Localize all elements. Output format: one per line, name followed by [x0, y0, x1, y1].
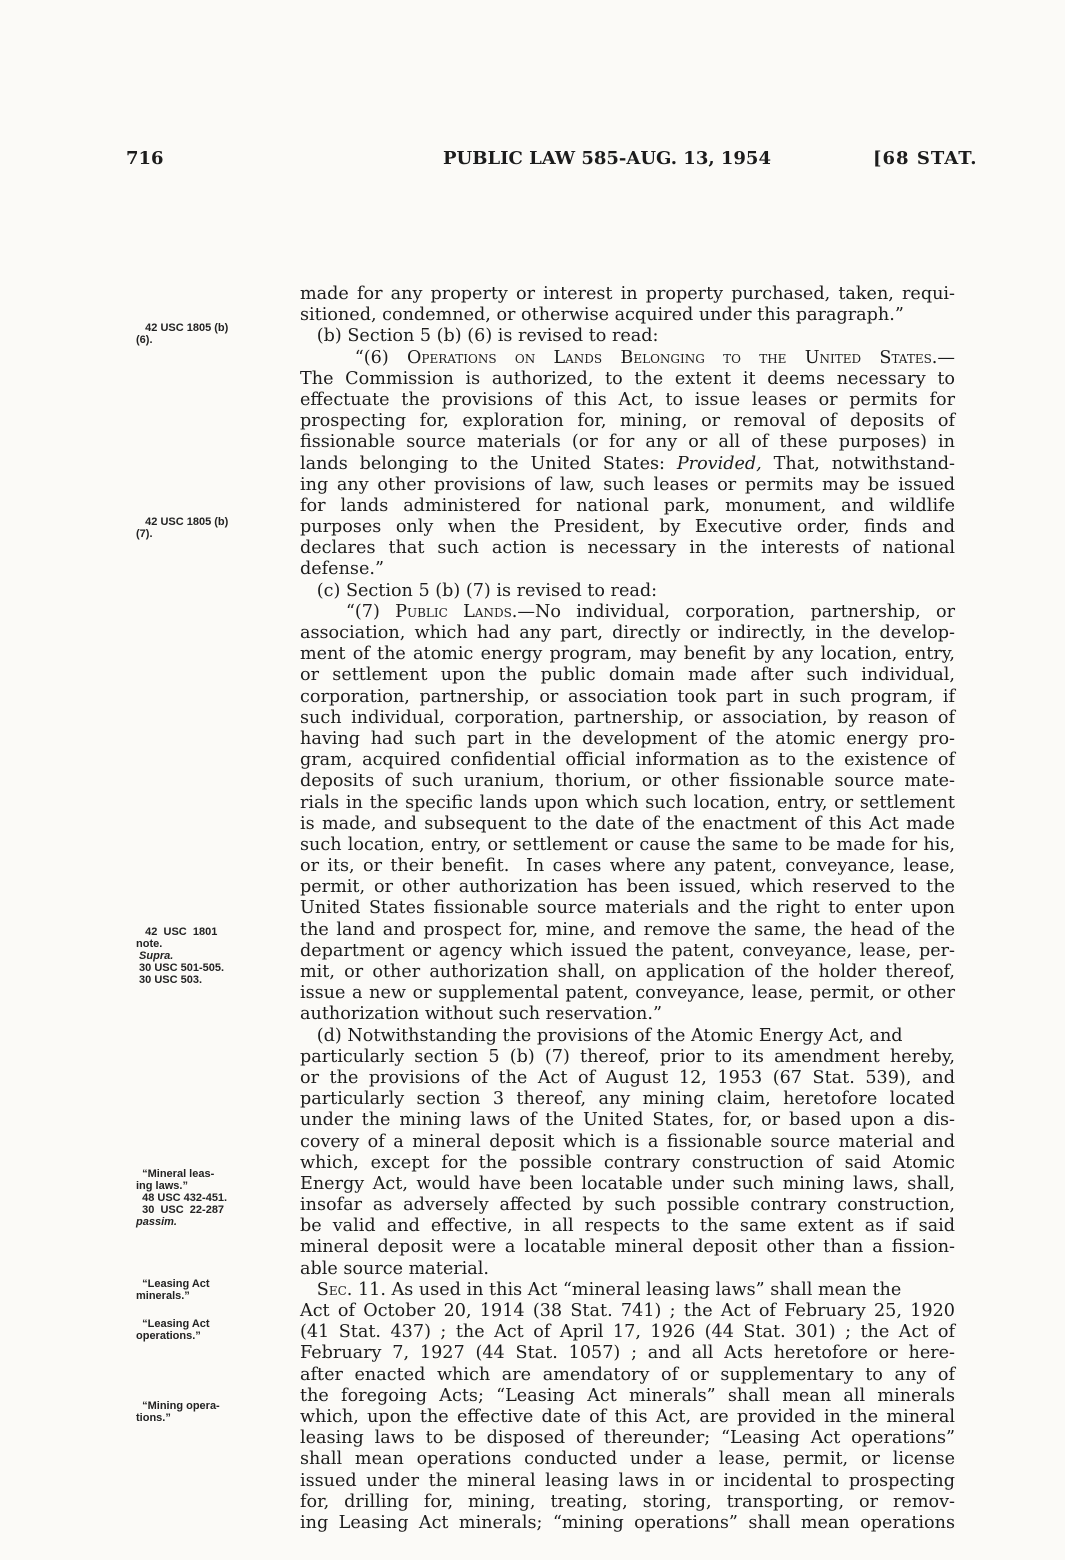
text-segment: such individual, corporation, partnership, or association, by reason of [300, 707, 955, 728]
margin-note-line: ing laws.” [136, 1180, 188, 1192]
text-segment: ing any other provisions of law, such leases or permits may be issued [300, 474, 955, 495]
text-line [300, 750, 955, 771]
text-segment: “(7) [300, 601, 396, 622]
margin-note-line: passim. [136, 1216, 177, 1228]
text-segment: (b) Section 5 (b) (6) is revised to read: [300, 326, 659, 347]
text-segment: under the mining laws of the United States, for, or based upon a dis- [300, 1110, 955, 1131]
text-segment: corporation, partnership, or association took part in such program, if [300, 686, 955, 707]
text-line [300, 602, 955, 623]
text-segment: authorization without such reservation.” [300, 1004, 662, 1025]
margin-note-line: 42 USC 1801 [136, 926, 218, 938]
text-line [300, 856, 955, 877]
margin-note-line: Supra. [136, 950, 174, 962]
text-line [300, 1004, 955, 1025]
text-segment: deposits of such uranium, thorium, or other fissionable source mate- [300, 771, 955, 792]
text-segment: ment of the atomic energy program, may benefit by any location, entry, [300, 644, 955, 665]
text-segment: is made, and subsequent to the date of the enactment of this Act made [300, 813, 955, 834]
text-line [300, 623, 955, 644]
text-line [300, 665, 955, 686]
text-line [300, 687, 955, 708]
margin-note [136, 1318, 291, 1342]
text-line [300, 581, 955, 602]
text-segment: particularly section 5 (b) (7) thereof, prior to its amendment hereby, [300, 1046, 955, 1067]
text-segment: (41 Stat. 437) ; the Act of April 17, 1926 (44 Stat. 301) ; the Act of [300, 1322, 955, 1343]
text-segment: February 7, 1927 (44 Stat. 1057) ; and all Acts heretofore or here- [300, 1343, 955, 1364]
margin-note-line: “Leasing Act [136, 1318, 210, 1330]
text-segment: sitioned, condemned, or otherwise acquired under this paragraph.” [300, 305, 904, 326]
text-segment: covery of a mineral deposit which is a fissionable source material and [300, 1131, 955, 1152]
text-segment: 11. As used in this Act “mineral leasing laws” shall mean the [352, 1279, 902, 1300]
text-segment: lands belonging to the United States: [300, 453, 677, 474]
text-line [300, 920, 955, 941]
text-segment: — [937, 347, 955, 368]
text-line [300, 1174, 955, 1195]
margin-note-line: 30 USC 503. [136, 974, 203, 986]
text-line [300, 475, 955, 496]
text-line [300, 1153, 955, 1174]
text-segment: particularly section 3 thereof, any mining claim, heretofore located [300, 1089, 955, 1110]
margin-note-line: minerals.” [136, 1290, 190, 1302]
text-line [300, 517, 955, 538]
margin-note-line: 42 USC 1805 (b) [136, 516, 229, 528]
text-segment: or the provisions of the Act of August 12, 1953 (67 Stat. 539), and [300, 1067, 955, 1088]
text-line [300, 1449, 955, 1470]
margin-note-line: 30 USC 501-505. [136, 962, 225, 974]
text-segment: association, which had any part, directly or indirectly, in the develop- [300, 623, 955, 643]
text-line [300, 284, 955, 305]
text-line [300, 305, 955, 326]
text-line [300, 1322, 955, 1343]
text-segment: declares that such action is necessary in the interests of national [300, 538, 955, 559]
text-segment: gram, acquired confidential official information as to the existence of [300, 750, 955, 771]
small-caps-heading: Sec. [316, 1279, 353, 1300]
text-line [300, 644, 955, 665]
text-segment: effectuate the provisions of this Act, to issue leases or permits for [300, 389, 955, 410]
text-segment: That, notwithstand- [761, 453, 955, 474]
italic-text: Provided, [676, 453, 762, 474]
text-line [300, 348, 955, 369]
text-line [300, 369, 955, 390]
margin-note-line: “Mining opera- [136, 1400, 220, 1412]
margin-note-line: “Leasing Act [136, 1278, 210, 1290]
text-line [300, 326, 955, 347]
text-segment: “(6) [300, 347, 407, 368]
text-line [300, 877, 955, 898]
statute-reference: [68 STAT. [873, 148, 978, 169]
margin-note [136, 1278, 291, 1302]
text-line [300, 1047, 955, 1068]
text-line [300, 835, 955, 856]
text-segment: for, drilling for, mining, treating, storing, transporting, or remov- [300, 1491, 955, 1512]
text-segment: purposes only when the President, by Executive order, finds and [300, 517, 955, 538]
text-segment: Act of October 20, 1914 (38 Stat. 741) ; the Act of February 25, 1920 [300, 1301, 955, 1321]
text-segment: the foregoing Acts; “Leasing Act minerals” shall mean all minerals [300, 1385, 955, 1406]
margin-note [136, 1168, 291, 1228]
margin-note-line: (6). [136, 334, 153, 346]
text-segment: issue a new or supplemental patent, conveyance, lease, permit, or other [300, 983, 955, 1004]
text-segment: department or agency which issued the patent, conveyance, lease, per- [300, 940, 955, 961]
text-segment [300, 1280, 317, 1300]
small-caps-heading: Operations on Lands Belonging to the United States. [406, 347, 938, 368]
text-line [300, 1365, 955, 1386]
text-segment: able source material. [300, 1258, 490, 1279]
margin-note-line: note. [136, 938, 163, 950]
text-segment: mineral deposit were a locatable mineral deposit other than a fission- [300, 1237, 955, 1258]
margin-note [136, 516, 291, 540]
text-line [300, 814, 955, 835]
text-line [300, 771, 955, 792]
text-line [300, 538, 955, 559]
text-line [300, 793, 955, 814]
text-line [300, 1068, 955, 1089]
text-line [300, 1259, 955, 1280]
margin-note [136, 926, 291, 986]
text-line [300, 729, 955, 750]
text-segment: Energy Act, would have been locatable under such mining laws, shall, [300, 1173, 955, 1194]
text-line [300, 1407, 955, 1428]
text-line [300, 432, 955, 453]
text-segment: leasing laws to be disposed of thereunder; “Leasing Act operations” [300, 1428, 955, 1449]
text-line [300, 1428, 955, 1449]
text-line [300, 454, 955, 475]
text-segment: or settlement upon the public domain made after such individual, [300, 665, 955, 686]
text-segment: (d) Notwithstanding the provisions of the Atomic Energy Act, and [300, 1025, 903, 1046]
text-segment: United States fissionable source materials and the right to enter upon [300, 898, 955, 919]
text-segment: defense.” [300, 559, 384, 580]
text-line [300, 1301, 955, 1322]
margin-note-line: “Mineral leas- [136, 1168, 215, 1180]
text-line [300, 708, 955, 729]
margin-note-line: (7). [136, 528, 153, 540]
margin-note [136, 322, 291, 346]
text-segment: which, upon the effective date of this Act, are provided in the mineral [300, 1406, 955, 1427]
text-segment: rials in the specific lands upon which such location, entry, or settlement [300, 792, 955, 813]
text-line [300, 1237, 955, 1258]
text-segment: The Commission is authorized, to the extent it deems necessary to [300, 368, 955, 389]
text-segment: such location, entry, or settlement or cause the same to be made for his, [300, 834, 955, 855]
text-line [300, 962, 955, 983]
text-line [300, 1492, 955, 1513]
text-segment: mit, or other authorization shall, on application of the holder thereof, [300, 962, 955, 982]
text-line [300, 1280, 955, 1301]
margin-note-line: tions.” [136, 1412, 171, 1424]
text-segment: after enacted which are amendatory of or supplementary to any of [300, 1364, 955, 1385]
text-segment: shall mean operations conducted under a lease, permit, or license [300, 1449, 955, 1470]
text-segment: prospecting for, exploration for, mining, or removal of deposits of [300, 411, 955, 432]
text-segment: for lands administered for national park, monument, and wildlife [300, 495, 955, 516]
margin-note-line: 30 USC 22-287 [136, 1204, 225, 1216]
text-line [300, 1132, 955, 1153]
text-line [300, 1386, 955, 1407]
text-segment: which, except for the possible contrary construction of said Atomic [300, 1152, 955, 1173]
text-segment: or its, or their benefit. In cases where any patent, conveyance, lease, [300, 856, 955, 877]
text-segment: insofar as adversely affected by such possible contrary construction, [300, 1195, 955, 1216]
text-line [300, 941, 955, 962]
text-line [300, 1026, 955, 1047]
text-segment: (c) Section 5 (b) (7) is revised to read: [300, 580, 658, 601]
text-line [300, 1471, 955, 1492]
margin-note-line: 42 USC 1805 (b) [136, 322, 229, 334]
text-line [300, 898, 955, 919]
margin-note-line: 48 USC 432-451. [136, 1192, 228, 1204]
text-line [300, 1089, 955, 1110]
text-segment: made for any property or interest in property purchased, taken, requi- [300, 284, 955, 304]
text-segment: be valid and effective, in all respects to the same extent as if said [300, 1216, 955, 1237]
text-line [300, 559, 955, 580]
text-line [300, 1110, 955, 1131]
text-line [300, 496, 955, 517]
body-text [300, 284, 955, 1534]
text-line [300, 411, 955, 432]
text-segment: permit, or other authorization has been issued, which reserved to the [300, 877, 955, 898]
text-segment: having had such part in the development of the atomic energy pro- [300, 728, 955, 749]
text-segment: fissionable source materials (or for any or all of these purposes) in [300, 432, 955, 453]
text-segment: —No individual, corporation, partnership, or [517, 601, 955, 622]
text-line [300, 1513, 955, 1534]
text-line [300, 1195, 955, 1216]
text-line [300, 1343, 955, 1364]
margin-note [136, 1400, 291, 1424]
small-caps-heading: Public Lands. [395, 601, 518, 622]
text-line [300, 983, 955, 1004]
margin-note-line: operations.” [136, 1330, 201, 1342]
page-number: 716 [126, 148, 164, 169]
text-line [300, 390, 955, 411]
text-segment: ing Leasing Act minerals; “mining operations” shall mean operations [300, 1512, 955, 1533]
text-segment: the land and prospect for, mine, and remove the same, the head of the [300, 919, 955, 940]
text-segment: issued under the mineral leasing laws in or incidental to prospecting [300, 1470, 955, 1491]
text-line [300, 1216, 955, 1237]
running-head: PUBLIC LAW 585-AUG. 13, 1954 [443, 148, 771, 169]
